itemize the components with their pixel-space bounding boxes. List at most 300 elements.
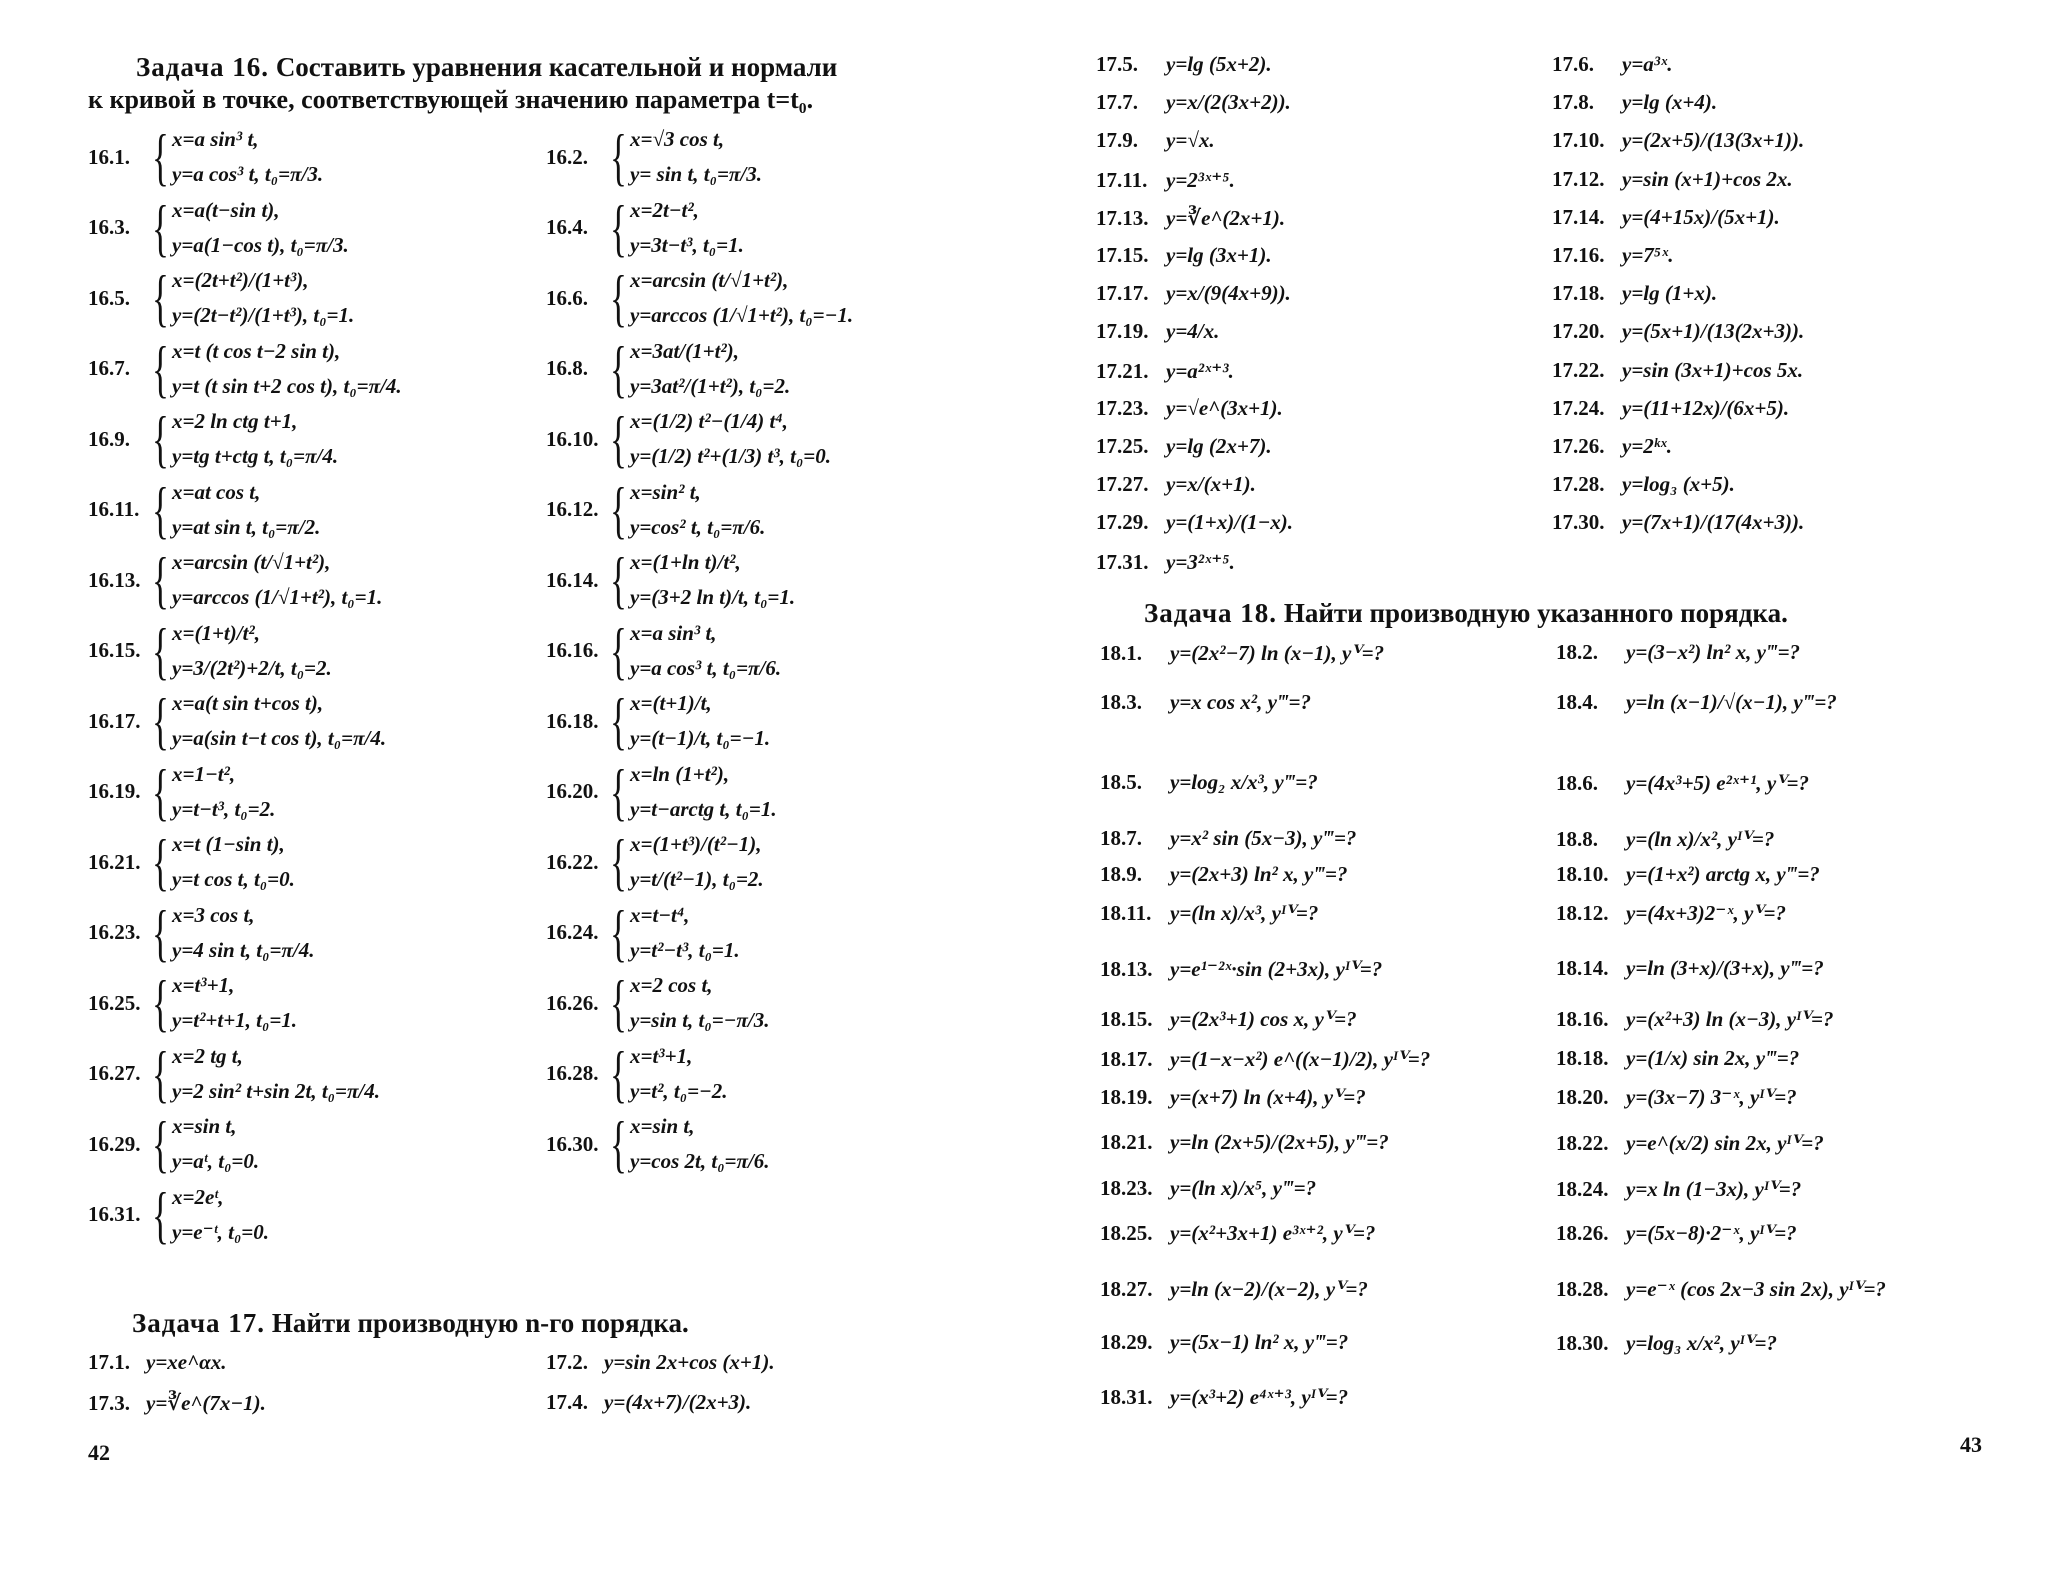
problem-expression: y=4/x. <box>1166 319 1220 344</box>
derivative-problem <box>1096 205 1285 231</box>
problem-number: 18.9. <box>1100 862 1142 886</box>
problem-expression: y=e¹⁻²ˣ·sin (2+3x), yᴵⱽ=? <box>1170 957 1383 981</box>
derivative-problem <box>1556 862 1820 887</box>
problem-expression: y=lg (2x+7). <box>1166 434 1272 458</box>
derivative-problem <box>1100 1330 1348 1355</box>
problem-number: 18.7. <box>1100 826 1142 850</box>
problem-expression: y=(7x+1)/(17(4x+3)). <box>1622 510 1805 535</box>
problem-expression: y=xe^αx. <box>146 1350 227 1374</box>
parametric-problem <box>88 827 295 897</box>
brace-icon: { <box>610 1037 627 1109</box>
problem-expression: y=x ln (1−3x), yᴵⱽ=? <box>1626 1177 1802 1201</box>
parametric-problem <box>546 1039 728 1109</box>
problem-number: 17.2. <box>546 1350 588 1374</box>
brace-icon: { <box>152 1037 169 1109</box>
derivative-problem <box>1100 956 1382 982</box>
brace-icon: { <box>610 967 627 1038</box>
brace-icon: { <box>610 896 627 968</box>
problem-expression: y=x/(2(3x+2)). <box>1166 90 1291 115</box>
problem-number: 18.15. <box>1100 1007 1153 1031</box>
problem-number: 16.7. <box>88 356 130 380</box>
equation-lines <box>172 1039 380 1109</box>
equation-x: x=2 ln ctg t+1, <box>172 409 298 433</box>
brace-icon: { <box>610 755 627 827</box>
problem-expression: y=(4x³+5) e²ˣ⁺¹, yⱽ=? <box>1626 771 1809 795</box>
parametric-problem <box>88 616 332 686</box>
derivative-problem <box>1100 1220 1375 1246</box>
brace-icon: { <box>152 614 169 686</box>
problem-number: 18.29. <box>1100 1330 1153 1354</box>
equation-lines <box>172 334 402 404</box>
brace-icon: { <box>610 685 627 756</box>
problem-number: 16.13. <box>88 567 141 592</box>
derivative-problem <box>1100 1130 1389 1155</box>
problem-number: 17.1. <box>88 1350 130 1374</box>
equation-system <box>610 263 853 333</box>
equation-y: y=3at²/(1+t²), t₀=2. <box>630 373 791 398</box>
problem-number: 18.4. <box>1556 690 1598 714</box>
derivative-problem <box>1096 281 1291 306</box>
equation-system <box>610 545 795 615</box>
problem-expression: y=(1−x−x²) e^((x−1)/2), yᴵⱽ=? <box>1170 1047 1431 1071</box>
equation-system <box>610 193 744 263</box>
problem-number: 18.28. <box>1556 1277 1609 1301</box>
equation-y: y= sin t, t₀=π/3. <box>630 162 762 186</box>
problem-expression: y=log₂ x/x³, y‴=? <box>1170 770 1318 794</box>
equation-system <box>610 686 770 756</box>
brace-icon: { <box>610 473 627 545</box>
equation-lines <box>630 898 740 968</box>
equation-system <box>152 404 338 474</box>
parametric-problem <box>88 898 314 968</box>
problem-number: 18.6. <box>1556 771 1598 795</box>
page-number-right: 43 <box>1960 1432 1982 1457</box>
equation-system <box>610 475 765 545</box>
task16-heading <box>136 52 996 83</box>
equation-system <box>152 1109 259 1179</box>
problem-expression: y=ln (3+x)/(3+x), y‴=? <box>1626 956 1824 980</box>
derivative-problem <box>1100 1084 1366 1110</box>
equation-y: y=cos² t, t₀=π/6. <box>630 514 766 539</box>
problem-number: 17.28. <box>1552 472 1605 497</box>
problem-expression: y=sin (x+1)+cos 2x. <box>1622 166 1793 191</box>
problem-expression: y=(ln x)/x², yᴵⱽ=? <box>1626 827 1775 851</box>
problem-number: 16.1. <box>88 144 130 169</box>
equation-system <box>152 827 295 897</box>
problem-number: 17.22. <box>1552 357 1605 382</box>
derivative-problem <box>1100 690 1311 715</box>
equation-y: y=arccos (1/√1+t²), t₀=−1. <box>630 303 854 327</box>
derivative-problem <box>1096 128 1215 153</box>
problem-expression: y=sin (3x+1)+cos 5x. <box>1622 357 1804 382</box>
problem-number: 18.19. <box>1100 1085 1153 1109</box>
equation-system <box>610 122 762 192</box>
equation-lines <box>172 1180 269 1250</box>
derivative-problem <box>1096 358 1234 384</box>
problem-number: 16.21. <box>88 849 141 874</box>
problem-expression: y=(5x+1)/(13(2x+3)). <box>1622 319 1805 344</box>
derivative-problem <box>1552 510 1804 535</box>
problem-number: 17.25. <box>1096 434 1149 458</box>
problem-expression: y=(ln x)/x⁵, y‴=? <box>1170 1176 1317 1200</box>
problem-number: 17.30. <box>1552 510 1605 535</box>
derivative-problem <box>546 1350 775 1375</box>
equation-system <box>610 404 831 474</box>
problem-number: 18.22. <box>1556 1131 1609 1155</box>
task18-heading <box>1144 598 2044 629</box>
derivative-problem <box>1552 358 1803 383</box>
task18-label: Задача 18. <box>1144 598 1278 628</box>
equation-y: y=arccos (1/√1+t²), t₀=1. <box>172 585 383 609</box>
problem-number: 17.12. <box>1552 166 1605 191</box>
equation-x: x=(1/2) t²−(1/4) t⁴, <box>630 409 788 433</box>
problem-number: 17.11. <box>1096 167 1148 192</box>
problem-number: 18.24. <box>1556 1177 1609 1201</box>
derivative-problem <box>1556 1130 1824 1156</box>
equation-system <box>610 898 740 968</box>
problem-number: 17.15. <box>1096 243 1149 267</box>
problem-expression: y=e⁻ˣ (cos 2x−3 sin 2x), yᴵⱽ=? <box>1626 1277 1886 1301</box>
parametric-problem <box>546 968 769 1038</box>
problem-number: 16.12. <box>546 497 599 521</box>
equation-y: y=2 sin² t+sin 2t, t₀=π/4. <box>172 1078 381 1103</box>
derivative-problem <box>1096 434 1272 459</box>
task16-label: Задача 16. <box>136 52 270 82</box>
brace-icon: { <box>152 967 169 1038</box>
equation-x: x=t−t⁴, <box>630 902 690 927</box>
derivative-problem <box>1096 243 1272 268</box>
problem-number: 17.4. <box>546 1390 588 1414</box>
derivative-problem <box>546 1390 751 1415</box>
derivative-problem <box>1096 319 1219 344</box>
problem-number: 16.6. <box>546 285 588 310</box>
problem-number: 16.3. <box>88 215 130 239</box>
problem-number: 18.20. <box>1556 1085 1609 1109</box>
parametric-problem <box>546 1109 770 1179</box>
problem-number: 16.30. <box>546 1131 599 1156</box>
equation-y: y=a(1−cos t), t₀=π/3. <box>172 232 349 257</box>
equation-system <box>152 475 320 545</box>
parametric-problem <box>88 1039 380 1109</box>
equation-lines <box>630 1109 770 1179</box>
brace-icon: { <box>610 121 627 192</box>
brace-icon: { <box>152 826 169 897</box>
task17-label: Задача 17. <box>132 1308 266 1338</box>
problem-number: 18.17. <box>1100 1047 1153 1071</box>
equation-system <box>152 686 386 756</box>
parametric-problem <box>88 475 320 545</box>
derivative-problem <box>1556 690 1837 715</box>
equation-y: y=tg t+ctg t, t₀=π/4. <box>172 444 339 468</box>
problem-expression: y=(5x−1) ln² x, y‴=? <box>1170 1330 1349 1354</box>
equation-x: x=at cos t, <box>172 479 261 504</box>
equation-lines <box>630 757 777 827</box>
equation-y: y=a(sin t−t cos t), t₀=π/4. <box>172 726 387 750</box>
problem-expression: y=(2x+5)/(13(3x+1)). <box>1622 128 1805 153</box>
derivative-problem <box>1100 1276 1368 1302</box>
derivative-problem <box>1100 1006 1357 1032</box>
derivative-problem <box>1100 862 1348 887</box>
equation-system <box>152 1039 380 1109</box>
derivative-problem <box>1556 956 1824 981</box>
problem-number: 18.13. <box>1100 957 1153 981</box>
equation-lines <box>630 334 790 404</box>
problem-number: 18.8. <box>1556 827 1598 851</box>
problem-number: 18.30. <box>1556 1331 1609 1355</box>
equation-x: x=2 tg t, <box>172 1043 243 1068</box>
parametric-problem <box>546 193 744 263</box>
brace-icon: { <box>152 121 169 192</box>
problem-expression: y=(4+15x)/(5x+1). <box>1622 204 1780 229</box>
derivative-problem <box>1096 472 1256 497</box>
problem-number: 17.26. <box>1552 434 1605 458</box>
derivative-problem <box>1556 770 1809 796</box>
problem-number: 18.12. <box>1556 901 1609 925</box>
equation-y: y=t (t sin t+2 cos t), t₀=π/4. <box>172 373 402 398</box>
equation-lines <box>172 475 320 545</box>
page-number-left: 42 <box>88 1440 110 1465</box>
parametric-problem <box>546 616 781 686</box>
equation-x: x=√3 cos t, <box>630 127 725 151</box>
problem-number: 18.5. <box>1100 770 1142 794</box>
problem-expression: y=(11+12x)/(6x+5). <box>1622 395 1790 420</box>
problem-expression: y=x cos x², y‴=? <box>1170 690 1312 714</box>
equation-lines <box>630 968 769 1038</box>
equation-x: x=t (1−sin t), <box>172 832 285 856</box>
parametric-problem <box>546 122 762 192</box>
problem-number: 18.27. <box>1100 1277 1153 1301</box>
brace-icon: { <box>152 403 169 474</box>
equation-y: y=t²−t³, t₀=1. <box>630 937 740 962</box>
equation-lines <box>172 898 314 968</box>
problem-number: 18.31. <box>1100 1385 1153 1409</box>
equation-x: x=2t−t², <box>630 197 699 222</box>
derivative-problem <box>1096 52 1272 77</box>
problem-number: 16.28. <box>546 1061 599 1085</box>
problem-number: 16.15. <box>88 638 141 662</box>
parametric-problem <box>546 898 740 968</box>
problem-number: 18.14. <box>1556 956 1609 980</box>
derivative-problem <box>1100 770 1318 795</box>
equation-lines <box>172 193 349 263</box>
derivative-problem <box>1552 319 1804 344</box>
brace-icon: { <box>152 191 169 263</box>
equation-x: x=sin t, <box>630 1114 695 1138</box>
equation-x: x=arcsin (t/√1+t²), <box>172 550 331 574</box>
equation-x: x=(1+t)/t², <box>172 620 260 645</box>
equation-lines <box>630 475 765 545</box>
equation-y: y=aᵗ, t₀=0. <box>172 1149 260 1173</box>
parametric-problem <box>88 686 386 756</box>
problem-number: 16.2. <box>546 144 588 169</box>
problem-expression: y=7⁵ˣ. <box>1622 243 1674 267</box>
problem-expression: y=x/(x+1). <box>1166 472 1256 497</box>
derivative-problem <box>1552 167 1793 192</box>
problem-number: 16.29. <box>88 1131 141 1156</box>
equation-y: y=(2t−t²)/(1+t³), t₀=1. <box>172 303 355 327</box>
parametric-problem <box>88 263 354 333</box>
parametric-problem <box>88 334 402 404</box>
equation-y: y=3t−t³, t₀=1. <box>630 232 744 257</box>
problem-number: 17.6. <box>1552 52 1594 76</box>
brace-icon: { <box>610 1108 627 1179</box>
brace-icon: { <box>610 191 627 263</box>
derivative-problem <box>1552 472 1735 497</box>
problem-number: 17.31. <box>1096 549 1149 574</box>
problem-expression: y=lg (1+x). <box>1622 281 1718 306</box>
equation-x: x=sin t, <box>172 1114 237 1138</box>
equation-lines <box>172 122 323 192</box>
problem-expression: y=sin 2x+cos (x+1). <box>604 1350 775 1374</box>
brace-icon: { <box>610 614 627 686</box>
parametric-problem <box>546 686 770 756</box>
derivative-problem <box>1556 1276 1886 1302</box>
problem-number: 17.13. <box>1096 205 1149 230</box>
task16-text-line2: к кривой в точке, соответствующей значению параметра t=t₀. <box>88 85 814 114</box>
task18-text: Найти производную указанного порядка. <box>1283 598 1788 628</box>
problem-expression: y=(3−x²) ln² x, y‴=? <box>1626 640 1801 664</box>
problem-expression: y=√x. <box>1166 128 1215 153</box>
problem-number: 16.5. <box>88 285 130 310</box>
problem-number: 17.24. <box>1552 395 1605 420</box>
equation-system <box>152 968 297 1038</box>
equation-y: y=(t−1)/t, t₀=−1. <box>630 726 771 750</box>
equation-system <box>610 1039 728 1109</box>
problem-expression: y=log₃ (x+5). <box>1622 472 1735 497</box>
problem-expression: y=lg (x+4). <box>1622 90 1718 115</box>
problem-number: 18.11. <box>1100 901 1152 925</box>
problem-number: 17.10. <box>1552 128 1605 153</box>
equation-y: y=t²+t+1, t₀=1. <box>172 1008 298 1032</box>
brace-icon: { <box>152 473 169 545</box>
problem-number: 18.25. <box>1100 1221 1153 1245</box>
derivative-problem <box>1552 396 1789 421</box>
derivative-problem <box>1096 90 1291 115</box>
parametric-problem <box>88 545 382 615</box>
brace-icon: { <box>610 403 627 474</box>
problem-expression: y=(2x²−7) ln (x−1), yⱽ=? <box>1170 641 1385 665</box>
equation-x: x=2eᵗ, <box>172 1184 224 1209</box>
task16-heading-line2 <box>88 84 988 115</box>
brace-icon: { <box>152 544 169 615</box>
parametric-problem <box>88 1180 269 1250</box>
parametric-problem <box>546 263 853 333</box>
problem-expression: y=(2x³+1) cos x, yⱽ=? <box>1170 1007 1357 1031</box>
brace-icon: { <box>610 544 627 615</box>
equation-system <box>610 1109 770 1179</box>
equation-system <box>610 334 790 404</box>
brace-icon: { <box>152 685 169 756</box>
problem-number: 18.1. <box>1100 641 1142 665</box>
equation-y: y=t², t₀=−2. <box>630 1078 728 1103</box>
brace-icon: { <box>610 826 627 897</box>
derivative-problem <box>1552 434 1672 459</box>
problem-expression: y=∛e^(7x−1). <box>146 1391 266 1415</box>
equation-x: x=(1+t³)/(t²−1), <box>630 832 762 856</box>
problem-number: 16.11. <box>88 497 140 521</box>
derivative-problem <box>1100 1046 1430 1072</box>
equation-x: x=(2t+t²)/(1+t³), <box>172 268 309 292</box>
problem-expression: y=ln (2x+5)/(2x+5), y‴=? <box>1170 1130 1389 1154</box>
problem-expression: y=e^(x/2) sin 2x, yᴵⱽ=? <box>1626 1131 1824 1155</box>
equation-system <box>610 616 781 686</box>
problem-number: 16.18. <box>546 708 599 733</box>
problem-expression: y=√e^(3x+1). <box>1166 395 1283 420</box>
problem-expression: y=lg (5x+2). <box>1166 52 1272 76</box>
problem-expression: y=(x²+3x+1) e³ˣ⁺², yⱽ=? <box>1170 1221 1376 1245</box>
problem-number: 17.20. <box>1552 319 1605 344</box>
problem-expression: y=a²ˣ⁺³. <box>1166 358 1234 383</box>
problem-number: 18.21. <box>1100 1130 1153 1154</box>
equation-lines <box>630 686 770 756</box>
problem-expression: y=(4x+7)/(2x+3). <box>604 1390 752 1414</box>
equation-y: y=at sin t, t₀=π/2. <box>172 514 321 539</box>
equation-x: x=t³+1, <box>630 1043 693 1068</box>
equation-y: y=t−t³, t₀=2. <box>172 796 276 821</box>
problem-number: 16.23. <box>88 920 141 944</box>
equation-x: x=ln (1+t²), <box>630 761 730 786</box>
equation-lines <box>630 545 795 615</box>
problem-number: 16.8. <box>546 356 588 380</box>
problem-number: 17.16. <box>1552 243 1605 267</box>
derivative-problem <box>1556 826 1774 852</box>
problem-number: 17.7. <box>1096 90 1138 115</box>
problem-expression: y=(x²+3) ln (x−3), yᴵⱽ=? <box>1626 1007 1834 1031</box>
problem-number: 18.10. <box>1556 862 1609 886</box>
derivative-problem <box>1556 900 1786 926</box>
derivative-problem <box>1556 640 1800 665</box>
equation-x: x=(t+1)/t, <box>630 691 712 715</box>
equation-system <box>152 122 323 192</box>
problem-number: 16.26. <box>546 990 599 1015</box>
equation-lines <box>172 686 386 756</box>
parametric-problem <box>546 757 777 827</box>
equation-lines <box>630 827 764 897</box>
problem-expression: y=(5x−8)·2⁻ˣ, yᴵⱽ=? <box>1626 1221 1797 1245</box>
derivative-problem <box>1556 1330 1777 1356</box>
equation-y: y=a cos³ t, t₀=π/3. <box>172 162 324 186</box>
problem-expression: y=lg (3x+1). <box>1166 243 1272 267</box>
parametric-problem <box>88 193 349 263</box>
equation-lines <box>630 1039 728 1109</box>
derivative-problem <box>1552 128 1804 153</box>
equation-lines <box>172 616 332 686</box>
problem-expression: y=log₃ x/x², yᴵⱽ=? <box>1626 1331 1778 1355</box>
equation-x: x=(1+ln t)/t², <box>630 550 741 574</box>
problem-expression: y=(1+x)/(1−x). <box>1166 510 1294 535</box>
equation-lines <box>172 263 354 333</box>
equation-y: y=a cos³ t, t₀=π/6. <box>630 655 782 680</box>
problem-expression: y=(ln x)/x³, yᴵⱽ=? <box>1170 901 1319 925</box>
equation-system <box>152 898 314 968</box>
task17-heading <box>132 1308 932 1339</box>
derivative-problem <box>1100 640 1384 666</box>
equation-lines <box>172 827 295 897</box>
problem-number: 17.3. <box>88 1391 130 1415</box>
equation-lines <box>630 193 744 263</box>
parametric-problem <box>546 334 790 404</box>
equation-lines <box>172 757 275 827</box>
equation-lines <box>630 404 831 474</box>
equation-x: x=arcsin (t/√1+t²), <box>630 268 789 292</box>
brace-icon: { <box>152 262 169 333</box>
problem-number: 16.25. <box>88 990 141 1015</box>
derivative-problem <box>1556 1176 1801 1202</box>
problem-number: 17.17. <box>1096 281 1149 306</box>
parametric-problem <box>88 122 323 192</box>
equation-system <box>152 193 349 263</box>
problem-number: 16.19. <box>88 779 141 803</box>
